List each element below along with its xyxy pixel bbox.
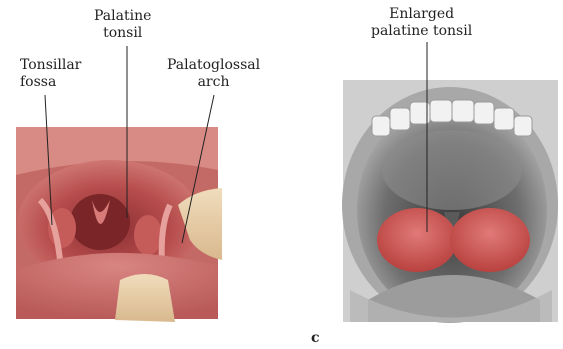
label-enlarged-tonsil-line1: Enlarged bbox=[389, 6, 455, 22]
enlarged-tonsil-left bbox=[377, 208, 457, 272]
palate-gray bbox=[382, 130, 522, 210]
label-palatine-tonsil-line2: tonsil bbox=[103, 25, 143, 41]
label-enlarged-tonsil bbox=[371, 6, 472, 40]
enlarged-tonsil-right bbox=[450, 208, 530, 272]
left-panel bbox=[16, 127, 222, 322]
label-tonsillar-fossa-line1: Tonsillar bbox=[20, 57, 82, 73]
label-palatoglossal-arch bbox=[167, 57, 260, 91]
label-palatoglossal-arch-line1: Palatoglossal bbox=[167, 57, 261, 73]
right-panel bbox=[342, 80, 558, 323]
right-tonsil-small bbox=[134, 215, 162, 255]
label-enlarged-tonsil-line2: palatine tonsil bbox=[371, 23, 473, 39]
tongue-depressor-bottom bbox=[115, 274, 175, 322]
label-palatine-tonsil bbox=[94, 8, 151, 42]
label-tonsillar-fossa-line2: fossa bbox=[20, 74, 57, 90]
label-palatine-tonsil-line1: Palatine bbox=[94, 8, 152, 24]
label-tonsillar-fossa bbox=[20, 57, 81, 91]
label-palatoglossal-arch-line2: arch bbox=[197, 74, 230, 90]
panel-letter: c bbox=[311, 330, 320, 346]
